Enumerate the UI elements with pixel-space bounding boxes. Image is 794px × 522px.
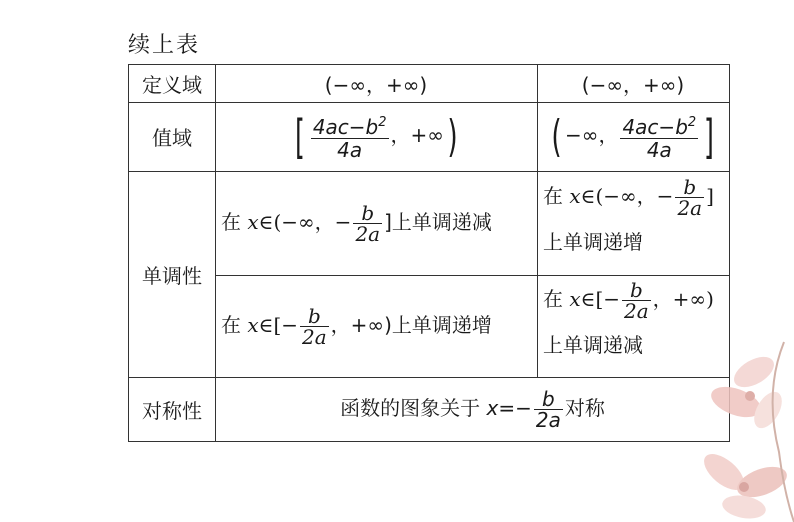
fraction xyxy=(311,112,389,161)
range-tail: ，+∞ xyxy=(390,123,444,147)
fraction-denominator: 4a xyxy=(337,138,363,162)
range-expression xyxy=(291,109,461,164)
fraction: $\frac{b}{2a}$ xyxy=(624,278,649,323)
label-range: 值域 xyxy=(152,126,192,150)
monotonic-r1-col1: 在 x∈(−∞，− $\frac{b}{2a}$ ]上单调递减 xyxy=(221,200,492,246)
range-head: −∞， xyxy=(565,123,619,147)
fraction: $\frac{b}{2a}$ xyxy=(355,200,381,246)
fraction xyxy=(620,112,698,161)
fraction: $\frac{b}{2a}$ xyxy=(302,304,327,349)
fraction-denominator: 4a xyxy=(646,138,672,162)
symmetry-value: 函数的图象关于 x=− $\frac{b}{2a}$ 对称 xyxy=(340,387,605,432)
domain-value-col1 xyxy=(215,65,537,102)
domain-value-col2 xyxy=(537,65,729,102)
page-title: 续上表 xyxy=(128,33,201,58)
monotonic-r2-col1: 在 x∈[− $\frac{b}{2a}$ ，+∞)上单调递增 xyxy=(221,304,492,349)
label-symmetry: 对称性 xyxy=(142,399,202,423)
domain-text: (−∞，+∞) xyxy=(581,73,685,97)
row-divider xyxy=(129,171,729,172)
fraction: $\frac{b}{2a}$ xyxy=(677,175,703,220)
monotonic-r1-col2: 在 x∈(−∞，− $\frac{b}{2a}$ ] 上单调递增 xyxy=(543,173,727,273)
properties-table xyxy=(128,64,730,442)
monotonic-r2-col2: 在 x∈[− $\frac{b}{2a}$ ，+∞) 上单调递减 xyxy=(543,276,727,377)
right-bracket: ] xyxy=(704,109,715,164)
range-value-col2 xyxy=(537,102,729,171)
fraction-numerator: $4ac-b^2$ xyxy=(620,112,698,139)
range-value-col1 xyxy=(215,102,537,171)
label-domain: 定义域 xyxy=(142,73,202,97)
label-monotonicity: 单调性 xyxy=(142,263,202,288)
domain-text: (−∞，+∞) xyxy=(324,73,428,97)
right-paren: ) xyxy=(447,110,458,162)
left-bracket: [ xyxy=(294,109,305,164)
left-paren: ( xyxy=(551,110,562,162)
fraction: $\frac{b}{2a}$ xyxy=(535,387,561,432)
flower-decoration-icon xyxy=(684,332,794,522)
monotonic-r1-col2-line2: 上单调递增 xyxy=(543,230,643,254)
fraction-numerator: $4ac-b^2$ xyxy=(311,112,389,139)
range-expression xyxy=(548,109,718,164)
monotonic-r2-col2-line2: 上单调递减 xyxy=(543,333,643,357)
